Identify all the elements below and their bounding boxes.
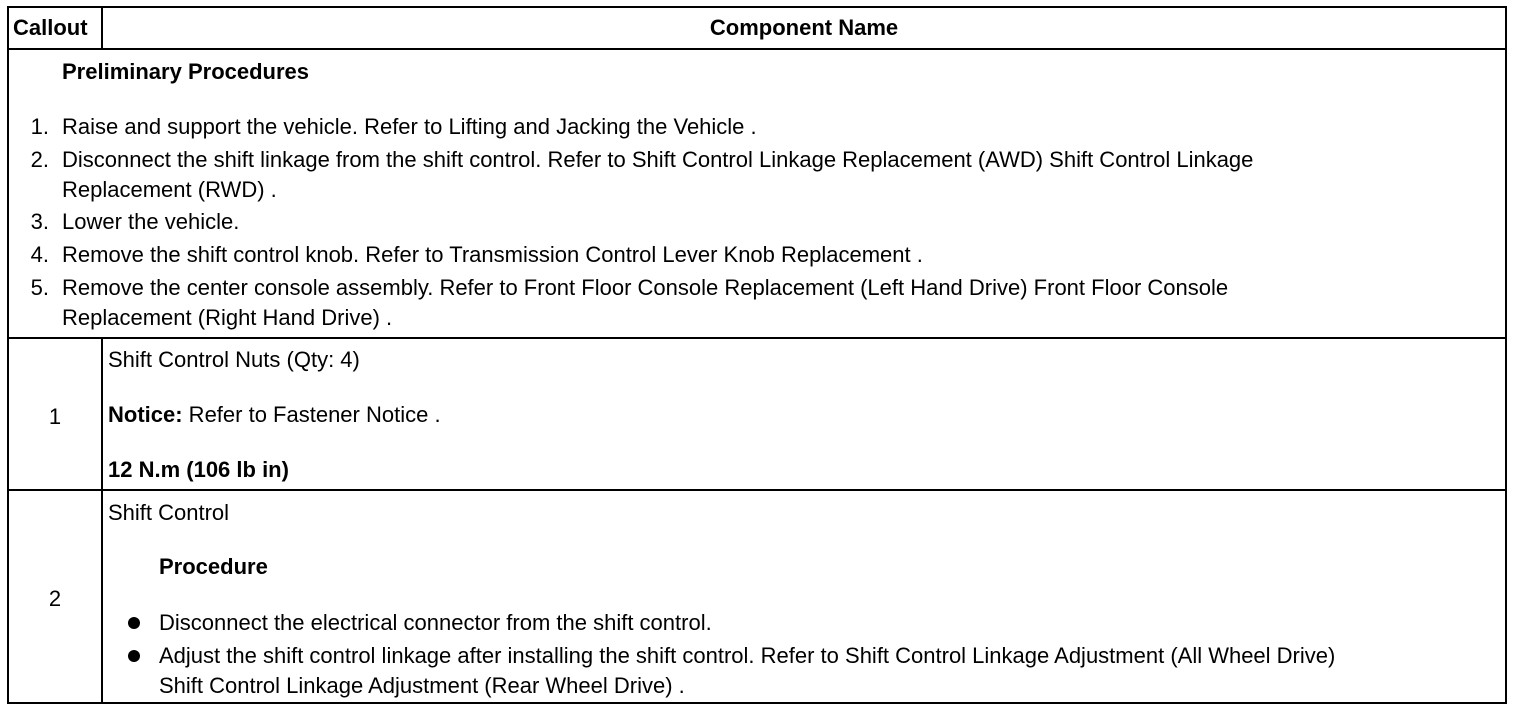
row-divider-1 — [9, 337, 1505, 339]
step-text: Replacement (Right Hand Drive) . — [62, 305, 393, 330]
component-name: Shift Control Nuts (Qty: 4) — [108, 347, 360, 372]
step-number: 1. — [30, 114, 49, 139]
callout-column-divider — [101, 337, 103, 704]
step-text: Replacement (RWD) . — [62, 177, 277, 202]
procedure-title: Procedure — [159, 554, 268, 579]
step-text: Raise and support the vehicle. Refer to Lifting and Jacking the Vehicle . — [62, 114, 757, 139]
procedure-step: Adjust the shift control linkage after installing the shift control. Refer to Shift Control Linkage Adjustment (All Wheel Drive) — [159, 643, 1336, 668]
step-number: 3. — [30, 209, 49, 234]
procedure-step: Disconnect the electrical connector from the shift control. — [159, 610, 712, 635]
step-number: 4. — [30, 242, 49, 267]
bullet-icon — [128, 650, 140, 662]
torque-spec: 12 N.m (106 lb in) — [108, 457, 289, 482]
notice-text: Refer to Fastener Notice . — [182, 402, 441, 427]
callout-number: 2 — [48, 586, 62, 611]
component-name: Shift Control — [108, 500, 230, 525]
header-divider — [9, 48, 1505, 50]
step-text: Lower the vehicle. — [62, 209, 240, 234]
notice-label: Notice: — [108, 402, 183, 427]
step-text: Remove the shift control knob. Refer to Transmission Control Lever Knob Replacement . — [62, 242, 923, 267]
component-name-header: Component Name — [709, 15, 899, 40]
callout-number: 1 — [48, 404, 62, 429]
row-divider-2 — [9, 489, 1505, 491]
step-text: Disconnect the shift linkage from the shift control. Refer to Shift Control Linkage Replacement (AWD) Shift Control Linkage — [62, 147, 1254, 172]
step-number: 2. — [30, 147, 49, 172]
procedure-step: Shift Control Linkage Adjustment (Rear Wheel Drive) . — [159, 673, 685, 698]
notice — [108, 402, 441, 428]
component-table — [7, 6, 1507, 704]
bullet-icon — [128, 617, 140, 629]
preliminary-title: Preliminary Procedures — [62, 59, 310, 84]
step-number: 5. — [30, 275, 49, 300]
step-text: Remove the center console assembly. Refer to Front Floor Console Replacement (Left Hand Drive) Front Floor Console — [62, 275, 1229, 300]
callout-header: Callout — [13, 15, 88, 40]
